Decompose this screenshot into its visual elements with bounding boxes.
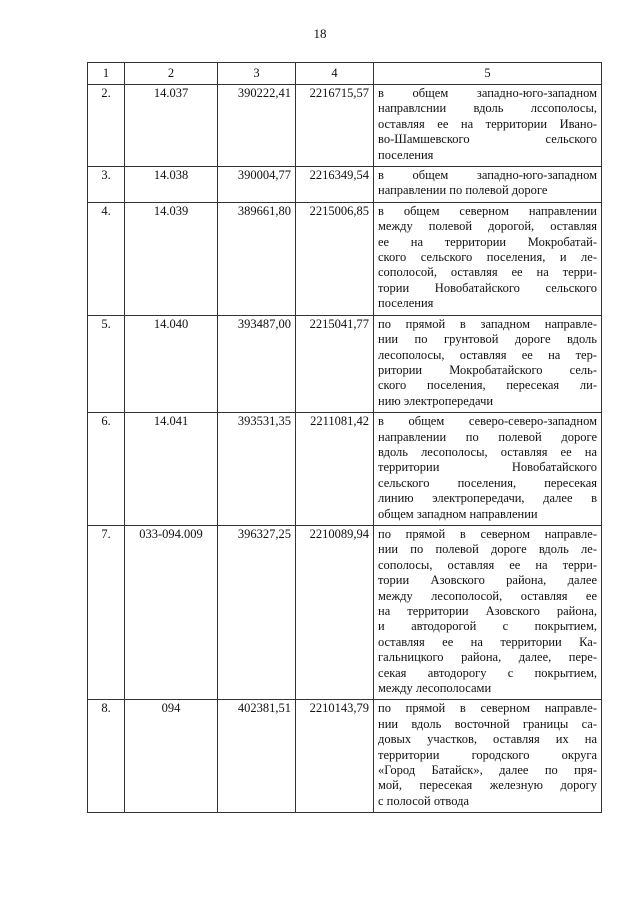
coordinate-x: 393487,00 <box>218 315 296 412</box>
point-id: 094 <box>125 700 218 813</box>
description-line: между лесополосами <box>378 681 492 696</box>
table-row <box>88 525 602 699</box>
header-col-3: 3 <box>218 63 296 85</box>
description-line: в общем западно-юго-западном <box>378 168 597 183</box>
description-line: сельского поселения, пересекая <box>378 475 597 490</box>
route-description <box>374 525 602 699</box>
row-number: 7. <box>88 525 125 699</box>
description-line: линию электропередачи, далее в <box>378 491 597 506</box>
description-line: нию электропередачи <box>378 393 494 408</box>
point-id: 033-094.009 <box>125 525 218 699</box>
description-line: в общем северном направлении <box>378 203 597 218</box>
point-id: 14.040 <box>125 315 218 412</box>
description-line: оставляя ее на территории Ка- <box>378 634 597 649</box>
route-description <box>374 315 602 412</box>
coordinate-y: 2216715,57 <box>296 85 374 167</box>
description-line: с полосой отвода <box>378 793 470 808</box>
row-number: 6. <box>88 413 125 526</box>
description-line: направлении по полевой дороге <box>378 183 548 198</box>
description-line: нии по грунтовой дороге вдоль <box>378 332 597 347</box>
coordinate-x: 389661,80 <box>218 202 296 315</box>
point-id: 14.037 <box>125 85 218 167</box>
route-description <box>374 85 602 167</box>
table-row <box>88 85 602 167</box>
point-id: 14.038 <box>125 167 218 203</box>
table-header-row <box>88 63 602 85</box>
description-line: тории Азовского района, далее <box>378 573 597 588</box>
coordinate-y: 2215006,85 <box>296 202 374 315</box>
description-line: гальницкого района, далее, пере- <box>378 650 597 665</box>
route-description <box>374 202 602 315</box>
description-line: тории Новобатайского сельского <box>378 280 597 295</box>
coordinate-y: 2211081,42 <box>296 413 374 526</box>
point-id: 14.039 <box>125 202 218 315</box>
description-line: между лесополосой, оставляя ее <box>378 588 597 603</box>
coordinate-x: 390222,41 <box>218 85 296 167</box>
description-line: ритории Мокробатайского сель- <box>378 362 597 377</box>
description-line: между полевой дорогой, оставляя <box>378 219 597 234</box>
row-number: 2. <box>88 85 125 167</box>
description-line: поселения <box>378 296 434 311</box>
description-line: ского поселения, пересекая ли- <box>378 378 597 393</box>
description-line: в общем северо-северо-западном <box>378 414 597 429</box>
description-line: нии по полевой дороге вдоль ле- <box>378 542 597 557</box>
row-number: 4. <box>88 202 125 315</box>
description-line: лесополосы, оставляя ее на тер- <box>378 347 597 362</box>
description-line: секая автодорогу с покрытием, <box>378 665 597 680</box>
boundary-description-table <box>87 62 602 813</box>
description-line: поселения <box>378 147 434 162</box>
route-description <box>374 413 602 526</box>
header-col-1: 1 <box>88 63 125 85</box>
description-line: нии вдоль восточной границы са- <box>378 716 597 731</box>
row-number: 8. <box>88 700 125 813</box>
header-col-5: 5 <box>374 63 602 85</box>
coordinate-x: 396327,25 <box>218 525 296 699</box>
description-line: сополосы, оставляя ее на терри- <box>378 557 597 572</box>
row-number: 5. <box>88 315 125 412</box>
description-line: по прямой в северном направле- <box>378 701 597 716</box>
description-line: «Город Батайск», далее по пря- <box>378 763 597 778</box>
table-row <box>88 700 602 813</box>
route-description <box>374 167 602 203</box>
row-number: 3. <box>88 167 125 203</box>
description-line: во-Шамшевского сельского <box>378 132 597 147</box>
description-line: сополосой, оставляя ее на терри- <box>378 265 597 280</box>
route-description <box>374 700 602 813</box>
description-line: территории Новобатайского <box>378 460 597 475</box>
description-line: довых участков, оставляя их на <box>378 732 597 747</box>
header-col-2: 2 <box>125 63 218 85</box>
description-line: территории городского округа <box>378 747 597 762</box>
table-row <box>88 413 602 526</box>
description-line: вдоль лесополосы, оставляя ее на <box>378 444 597 459</box>
description-line: по прямой в северном направле- <box>378 526 597 541</box>
point-id: 14.041 <box>125 413 218 526</box>
description-line: оставляя ее на территории Ивано- <box>378 116 597 131</box>
table-row <box>88 315 602 412</box>
coordinate-x: 393531,35 <box>218 413 296 526</box>
table-row <box>88 202 602 315</box>
description-line: и автодорогой с покрытием, <box>378 619 597 634</box>
coordinate-y: 2210089,94 <box>296 525 374 699</box>
table-row <box>88 167 602 203</box>
coordinate-y: 2216349,54 <box>296 167 374 203</box>
description-line: мой, пересекая железную дорогу <box>378 778 597 793</box>
description-line: общем западном направлении <box>378 506 538 521</box>
coordinate-y: 2210143,79 <box>296 700 374 813</box>
description-line: по прямой в западном направле- <box>378 316 597 331</box>
description-line: на территории Азовского района, <box>378 604 597 618</box>
page-number: 18 <box>313 26 327 41</box>
header-col-4: 4 <box>296 63 374 85</box>
coordinate-x: 402381,51 <box>218 700 296 813</box>
description-line: ее на территории Мокробатай- <box>378 234 597 249</box>
description-line: направлснии вдоль лсcополосы, <box>378 101 597 116</box>
description-line: в общем западно-юго-западном <box>378 86 597 100</box>
coordinate-x: 390004,77 <box>218 167 296 203</box>
description-line: направлении по полевой дороге <box>378 429 597 444</box>
coordinate-y: 2215041,77 <box>296 315 374 412</box>
table-body <box>88 85 602 813</box>
description-line: ского сельского поселения, и ле- <box>378 250 597 265</box>
